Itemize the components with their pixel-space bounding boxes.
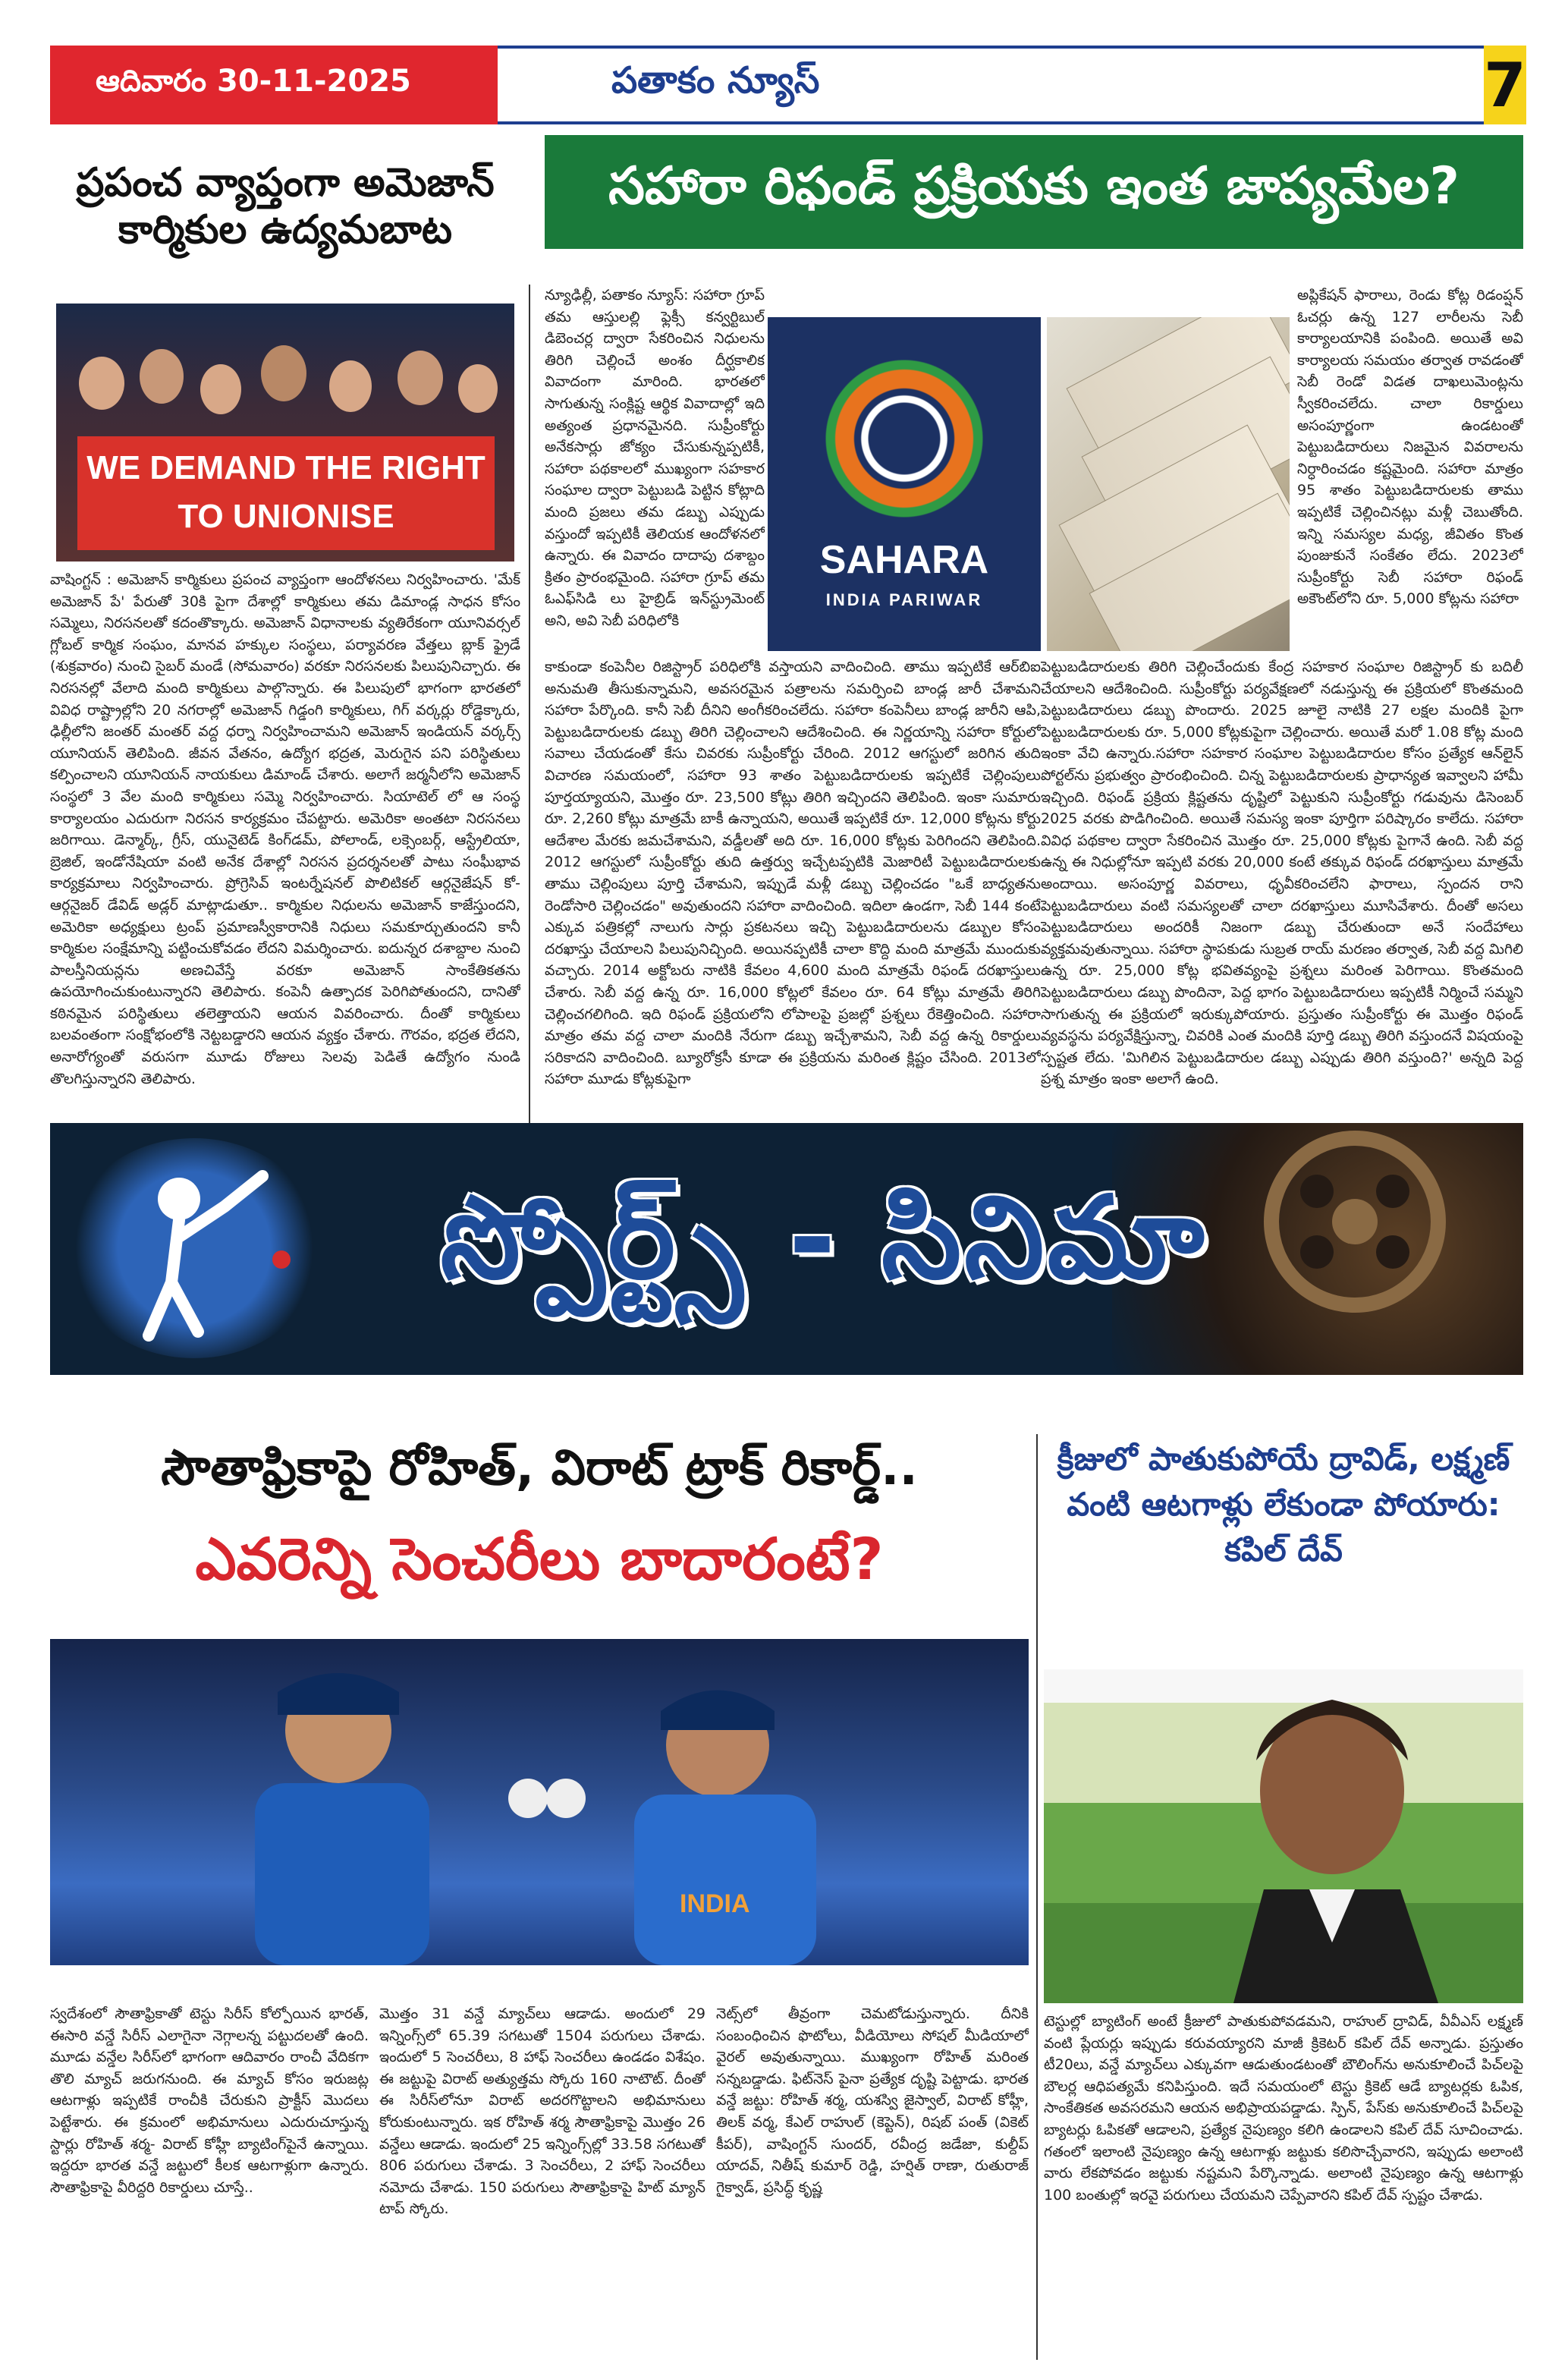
sahara-sun-icon xyxy=(821,355,988,522)
sahara-logo-subtitle: INDIA PARIWAR xyxy=(825,590,983,609)
sports-cinema-title: స్పోర్ట్స్ - సినిమా xyxy=(440,1172,1208,1304)
jersey-text: INDIA xyxy=(680,1889,750,1918)
rohit-virat-photo xyxy=(50,1639,1029,1965)
rohit-virat-column-1: స్వదేశంలో సౌతాఫ్రికాతో టెస్టు సిరీస్ కోల్పోయిన భారత్, ఈసారి వన్డే సిరీస్ ఎలాగైనా నెగ్గాలన్న పట్టుదలతో ఉంది. మూడు వన్డేల సిరీస్‌లో భాగంగా ఆదివారం రాంచీ వేదికగా తొలి మ్యాచ్ జరుగనుంది. ఈ మ్యాచ్ కోసం ఇరుజట్ల ఆటగాళ్లు ఇప్పటికే రాంచీకి చేరుకుని ప్రాక్టీస్ మొదలు పెట్టేశారు. ఈ క్రమంలో అభిమానులు ఎదురుచూస్తున్న స్టార్లు రోహిత్ శర్మ- విరాట్ కోహ్లీ బ్యాటింగ్‌పైనే ఉన్నాయి. ఇద్దరూ భారత వన్డే జట్టులో కీలక ఆటగాళ్లుగా ఉన్నారు. సౌతాఫ్రికాపై వీరిద్దరి రికార్డులు చూస్తే.. xyxy=(50,2005,369,2196)
currency-notes-photo xyxy=(1047,317,1290,651)
date-bar: ఆదివారం 30-11-2025 xyxy=(50,46,498,124)
rohit-virat-column-2: మొత్తం 31 వన్డే మ్యాచ్‌లు ఆడాడు. అందులో 29 ఇన్నింగ్స్‌లో 65.39 సగటుతో 1504 పరుగులు చేశాడు. ఇందులో 5 సెంచరీలు, 8 హాఫ్ సెంచరీలు ఉండడం విశేషం. ఈ జట్టుపై విరాట్ అత్యుత్తమ స్కోరు 160 నాటౌట్. దీంతో ఈ సిరీస్‌లోనూ విరాట్ అదరగొట్టాలని అభిమానులు కోరుకుంటున్నారు. ఇక రోహిత్ శర్మ సౌతాఫ్రికాపై మొత్తం 26 వన్డేలు ఆడాడు. ఇందులో 25 ఇన్నింగ్స్‌ల్లో 33.58 సగటుతో 806 పరుగులు చేశాడు. 3 సెంచరీలు, 2 హాఫ్ సెంచరీలు నమోదు చేశాడు. 150 పరుగులు సౌతాఫ్రికాపై హిట్ మ్యాన్ టాప్ స్కోరు. xyxy=(379,2005,705,2218)
page-number: 7 xyxy=(1484,46,1526,124)
cricket-player-icon xyxy=(65,1138,323,1358)
sahara-logo xyxy=(768,317,1041,651)
sahara-headline: సహారా రిఫండ్ ప్రక్రియకు ఇంత జాప్యమేల? xyxy=(545,135,1523,249)
amazon-article-body: వాషింగ్టన్ : అమెజాన్ కార్మికులు ప్రపంచ వ్యాప్తంగా ఆందోళనలు నిర్వహించారు. 'మేక్ అమెజాన్ పే' పేరుతో 30కి పైగా దేశాల్లో కార్మికులు తమ డిమాండ్ల సాధన కోసం సమ్మెలు, నిరసనలతో కదంతొక్కారు. అమెజాన్ విధానాలకు వ్యతిరేకంగా యూనివర్సల్ గ్లోబల్ కార్మిక సంఘం, మానవ హక్కుల సంస్థలు, పర్యావరణ వేత్తలు బ్లాక్ ఫ్రైడే (శుక్రవారం) నుంచి సైబర్ మండే (సోమవారం) వరకూ నిరసనలకు పిలుపునిచ్చారు. ఈ నిరసనల్లో వేలాది మంది కార్మికులు పాల్గొన్నారు. ఈ పిలుపులో భాగంగా భారతలో వివిధ రాష్ట్రాల్లోని 20 నగరాల్లో అమెజాన్ గిడ్డంగి కార్మికులు, గిగ్ వర్కర్లు రోడ్డెక్కారు, ఢిల్లీలోని జంతర్ మంతర్ వద్ద ధర్నా నిర్వహించామని అమెజాన్ ఇండియన్ వర్కర్స్ యూనియన్ తెలిపింది. జీవన వేతనం, ఉద్యోగ భద్రత, మెరుగైన పని పరిస్థితులు కల్పించాలని యూనియన్ నాయకులు డిమాండ్ చేశారు. అలాగే జర్మనీలోని అమెజాన్ సంస్థలో 3 వేల మంది కార్మికులు సమ్మె నిర్వహించారు. సియాటెల్ లో ఆ సంస్థ కార్యాలయం ఎదురుగా నిరసన కార్యక్రమం చేపట్టారు. అమెరికా అంతటా నిరసనలు జరిగాయి. డెన్మార్క్, గ్రీస్, యునైటెడ్ కింగ్‌డమ్, పోలాండ్, లక్సెంబర్గ్, ఆస్ట్రేలియా, బ్రెజిల్, ఇండోనేషియా వంటి అనేక దేశాల్లో నిరసన ప్రదర్శనలతో పాటు సంఘీభావ కార్యక్రమాలు నిర్వహించారు. ప్రోగ్రెసివ్ ఇంటర్నేషనల్ పొలిటికల్ ఆర్గనైజేషన్ కో-ఆర్గనైజర్ డేవిడ్ అడ్లర్ మాట్లాడుతూ.. కార్మికుల నిధులను అమెజాన్ కాజేస్తుందని, అమెరికా అధ్యక్షులు ట్రంప్ ప్రమాణస్వీకారానికి నిధులు సమకూర్చుతుందని కానీ కార్మికుల సంక్షేమాన్ని పట్టించుకోవడం లేదని విమర్శించారు. ఐదున్నర దశాబ్దాల నుంచి పాలస్తీనియన్లను అణచివేస్తే వరకూ అమెజాన్ సాంకేతికతను ఉపయోగించుకుంటున్నారని తెలిపారు. కంపెనీ ఉత్పాదక పెరిగిపోతుందని, దానితో కఠినమైన పరిస్థితులు తలెత్తాయని ఆయన వివరించారు. దీంతో కార్మికులు బలవంతంగా సంక్షోభంలోకి నెట్టబడ్డారని ఆయన వ్యక్తం చేశారు. గౌరవం, భద్రత లేదని, అనారోగ్యంతో వరుసగా మూడు రోజులు సెలవు పెడితే ఉద్యోగం నుండి తొలగిస్తున్నారని తెలిపారు. xyxy=(50,571,520,1087)
amazon-headline: ప్రపంచ వ్యాప్తంగా అమెజాన్ కార్మికుల ఉద్యమబాట xyxy=(76,160,495,253)
kapil-dev-article-body: టెస్టుల్లో బ్యాటింగ్ అంటే క్రీజులో పాతుకుపోవడమని, రాహుల్ ద్రావిడ్, వీవీఎస్ లక్ష్మణ్ వంటి ప్లేయర్లు ఇప్పుడు కరువయ్యారని మాజీ క్రికెటర్ కపిల్ దేవ్ అన్నాడు. ప్రస్తుతం టీ20లు, వన్డే మ్యాచ్‌లు ఎక్కువగా ఆడుతుండటంతో బౌలింగ్‌ను అనుకూలించే పిచ్‌లపై బౌలర్ల ఆధిపత్యమే కనిపిస్తుంది. ఇదే సమయంలో టెస్టు క్రికెట్ ఆడే బ్యాటర్లకు ఓపిక, సాంకేతికత అవసరమని ఆయన అభిప్రాయపడ్డాడు. స్పిన్, పేస్‌కు అనుకూలించే పిచ్‌లపై బ్యాటర్లు ఓపికతో ఆడాలని, ప్రత్యేక నైపుణ్యం కలిగి ఉండాలని కపిల్ దేవ్ సూచించాడు. గతంలో ఇలాంటి నైపుణ్యం ఉన్న ఆటగాళ్లు జట్టుకు కలిసొచ్చేవారని, ఇప్పుడు అలాంటి వారు లేకపోవడం జట్టుకు నష్టమని పేర్కొన్నాడు. అలాంటి నైపుణ్యం ఉన్న ఆటగాళ్లు 100 బంతుల్లో ఇరవై పరుగులు చేయమని చెప్పేవారని కపిల్ దేవ్ స్పష్టం చేశాడు. xyxy=(1044,2013,1523,2204)
rohit-virat-column-3: నెట్స్‌లో తీవ్రంగా చెమటోడుస్తున్నారు. దీనికి సంబంధించిన ఫొటోలు, వీడియోలు సోషల్ మీడియాలో వైరల్ అవుతున్నాయి. ముఖ్యంగా రోహిత్ మరింత సన్నబడ్డాడు. ఫిట్‌నెస్ పైనా ప్రత్యేక దృష్టి పెట్టాడు. భారత వన్డే జట్టు: రోహిత్ శర్మ, యశస్వి జైస్వాల్, విరాట్ కోహ్లీ, తిలక్ వర్మ, కేఎల్ రాహుల్ (కెప్టెన్), రిషబ్ పంత్ (వికెట్ కీపర్), వాషింగ్టన్ సుందర్, రవీంద్ర జడేజా, కుల్దీప్ యాదవ్, నితీష్ కుమార్ రెడ్డి, హర్షిత్ రాణా, రుతురాజ్ గైక్వాడ్, ప్రసిద్ధ్ కృష్ణ xyxy=(716,2005,1029,2196)
rohit-virat-headline: సౌతాఫ్రికాపై రోహిత్, విరాట్ ట్రాక్ రికార్డ్.. xyxy=(161,1440,918,1496)
sahara-column-1: న్యూఢిల్లీ, పతాకం న్యూస్: సహారా గ్రూప్ తమ ఆస్తులల్లి ఫ్లెక్సీ కన్వర్టిబుల్ డిబెంచర్ల ద్వారా సేకరించిన నిధులను తిరిగి చెల్లించే అంశం దీర్ఘకాలిక వివాదంగా మారింది. భారతలో సాగుతున్న సంక్లిష్ట ఆర్థిక వివాదాల్లో ఇది అత్యంత ప్రధానమైనది. సుప్రీంకోర్టు అనేకసార్లు జోక్యం చేసుకున్నప్పటికీ, సహారా పథకాలలో ముఖ్యంగా సహకార సంఘాల ద్వారా పెట్టుబడి పెట్టిన కోట్లాది మంది ప్రజలు తమ డబ్బు ఎప్పుడు వస్తుందో ఇప్పటికీ తెలియక ఆందోళనలో ఉన్నారు. ఈ వివాదం దాదాపు దశాబ్దం క్రితం ప్రారంభమైంది. సహారా గ్రూప్ తమ ఓఎఫ్‌సిడి లు హైబ్రిడ్ ఇన్‌స్ట్రుమెంట్ అని, అవి సెబీ పరిధిలోకి xyxy=(545,287,765,629)
amazon-protest-photo xyxy=(56,304,514,562)
column-divider xyxy=(1036,1434,1038,2360)
sports-cinema-banner xyxy=(50,1123,1523,1375)
sahara-logo-word: SAHARA xyxy=(819,538,989,582)
kapil-dev-headline: క్రీజులో పాతుకుపోయే ద్రావిడ్, లక్ష్మణ్ వంటి ఆటగాళ్లు లేకుండా పోయారు: కపిల్ దేవ్ xyxy=(1057,1440,1510,1568)
kapil-dev-photo xyxy=(1044,1669,1523,2003)
paper-name: పతాకం న్యూస్ xyxy=(498,46,1484,124)
protest-banner: WE DEMAND THE RIGHT TO UNIONISE xyxy=(77,436,495,550)
sahara-column-2: కాకుండా కంపెనీల రిజిస్ట్రార్ పరిధిలోకి వస్తాయని వాదించింది. తాము ఇప్పటికే ఆర్‌బిఐ అనుమతి తీసుకున్నామని, అవసరమైన పత్రాలను సమర్పించి బాండ్ల జారీ చేశామని సహారా పేర్కొంది. కానీ సెబీ దీనిని అంగీకరించలేదు. సహారా కంపెనీలు బాండ్ల జారీని ఆపి, పెట్టుబడిదారులకు డబ్బు తిరిగి చెల్లించాలని ఆదేశించింది. ఈ నిర్ణయాన్ని సహారా కోర్టులో సవాలు చేయడంతో కేసు చివరకు సుప్రీంకోర్టు చేరింది. 2012 ఆగస్టులో జరిగిన తుది విచారణ సమయంలో, సహారా 93 శాతం పెట్టుబడిదారులకు ఇప్పటికే చెల్లింపులు పూర్తయ్యాయని, మొత్తం రూ. 23,500 కోట్లు తిరిగి ఇచ్చిందని తెలిపింది. ఇంకా సుమారు రూ. 2,260 కోట్లు మాత్రమే బాకీ ఉన్నాయని, అయితే ఇప్పటికే రూ. 12,000 కోట్లను కోర్టు ఆదేశాల మేరకు జమచేశామని, వడ్డీలతో అది రూ. 16,000 కోట్లకు పెరిగిందని తెలిపింది. 2012 ఆగస్టులో సుప్రీంకోర్టు తుది ఉత్తర్వు ఇచ్చేటప్పటికి మెజారిటీ పెట్టుబడిదారులకు తాము చెల్లింపులు పూర్తి చేశామని, ఇప్పుడే మళ్లీ డబ్బు చెల్లించడం "ఒకే బాధ్యతను రెండోసారి చెల్లించడం" అవుతుందని సహారా వాదించింది. ఇదిలా ఉండగా, సెబీ 144 కంటే ఎక్కువ పత్రికల్లో నాలుగు సార్లు ప్రకటనలు ఇచ్చి పెట్టుబడిదారులను డబ్బుల కోసం దరఖాస్తు చేయాలని పిలుపునిచ్చింది. అయినప్పటికీ చాలా కొద్ది మంది మాత్రమే ముందుకు వచ్చారు. 2014 అక్టోబరు నాటికి కేవలం 4,600 మంది మాత్రమే రిఫండ్ దరఖాస్తులు చేశారు. సెబీ వద్ద ఉన్న రూ. 16,000 కోట్లలో కేవలం రూ. 64 కోట్లు మాత్రమే తిరిగి చెల్లించగలిగింది. ఇది రిఫండ్ ప్రక్రియలోని లోపాలపై ప్రజల్లో ప్రశ్నలు రేకెత్తించింది. సహారా మాత్రం తమ వద్ద చాలా మందికి నేరుగా డబ్బు ఇచ్చేశామని, సెబీ వద్ద ఉన్న రికార్డులు సరికాదని వాదించింది. బ్యూరోక్రసీ కూడా ఈ ప్రక్రియను మరింత క్లిష్టం చేసింది. 2013లో సహారా మూడు కోట్లకుపైగా xyxy=(545,659,1041,1088)
column-divider xyxy=(529,285,530,1127)
sahara-column-4: పెట్టుబడిదారులకు తిరిగి చెల్లించేందుకు కేంద్ర సహకార సంఘాల రిజిస్ట్రార్ కు బదిలీ చేయాలని ఆదేశించింది. సుప్రీంకోర్టు పర్యవేక్షణలో నడుస్తున్న ఈ ప్రక్రియలో కొంతమంది పెట్టుబడిదారులు డబ్బు పొందారు. 2025 జూలై నాటికి 27 లక్షల మందికి పైగా పెట్టుబడిదారులకు రూ. 5,000 కోట్లకుపైగా చెల్లించారు. అయితే మరో 1.08 కోట్ల మంది ఇంకా వేచి ఉన్నారు.సహారా సహకార సంఘాల పెట్టుబడిదారుల కోసం ప్రత్యేక ఆన్‌లైన్ పోర్టల్‌ను ప్రభుత్వం ప్రారంభించింది. చిన్న పెట్టుబడిదారులకు ప్రాధాన్యత ఇవ్వాలని హామీ ఇచ్చింది. రిఫండ్ ప్రక్రియ క్లిష్టతను దృష్టిలో పెట్టుకుని సుప్రీంకోర్టు గడువును డిసెంబర్ 2025 వరకు పొడిగించింది. అయితే సమస్య ఇంకా పూర్తిగా పరిష్కారం కాలేదు. సహారా వివిధ పథకాల ద్వారా సేకరించిన మొత్తం రూ. 25,000 కోట్లకు పైగానే ఉంది. సెబీ వద్ద ఉన్న ఈ నిధుల్లోనూ ఇప్పటి వరకు 20,000 కంటే తక్కువ రిఫండ్ దరఖాస్తులు మాత్రమే అందాయి. అసంపూర్ణ వివరాలు, ధృవీకరించలేని ఫారాలు, స్పందన రాని పెట్టుబడిదారులు వంటి సమస్యలతో చాలా దరఖాస్తులు మూసివేశారు. దీంతో అసలు పెట్టుబడిదారులు అందరికీ నిజంగా డబ్బు చేరుతుందా అనే సందేహాలు వ్యక్తమవుతున్నాయి. సహారా స్థాపకుడు సుబ్రత రాయ్ మరణం తర్వాత, సెబీ వద్ద మిగిలి ఉన్న రూ. 25,000 కోట్ల భవితవ్యంపై ప్రశ్నలు మరింత పెరిగాయి. కొంతమంది పెట్టుబడిదారులు డబ్బు పొందినా, పెద్ద భాగం పెట్టుబడిదారులు ఇప్పటికీ నిర్మించే సమ్మని సాగుతున్న ఈ ప్రక్రియలో ఇరుక్కుపోయారు. ప్రస్తుతం సుప్రీంకోర్టు ఈ మొత్తం రిఫండ్ వ్యవస్థను పర్యవేక్షిస్తున్నా, చివరికి ఎంత మందికి పూర్తి డబ్బు తిరిగి వస్తుందనే విషయంపై స్పష్టత లేదు. 'మిగిలిన పెట్టుబడిదారుల డబ్బు ఎప్పుడు తిరిగి వస్తుంది?' అన్నది పెద్ద ప్రశ్న మాత్రం ఇంకా అలాగే ఉంది. xyxy=(1041,659,1523,1088)
rohit-virat-subheadline: ఎవరెన్ని సెంచరీలు బాదారంటే? xyxy=(195,1525,884,1593)
sahara-column-3: అప్లికేషన్ ఫారాలు, రెండు కోట్ల రిడంప్షన్ ఓచర్లు ఉన్న 127 లారీలను సెబీ కార్యాలయానికి పంపింది. అయితే అవి కార్యాలయ సమయం తర్వాత రావడంతో సెబీ రెండో విడత దాఖలుమెంట్లను స్వీకరించలేదు. చాలా రికార్డులు అసంపూర్ణంగా ఉండటంతో పెట్టుబడిదారులు నిజమైన వివరాలను నిర్ధారించడం కష్టమైంది. సహారా మాత్రం 95 శాతం పెట్టుబడిదారులకు తాము ఇప్పటికే చెల్లించినట్లు మళ్లీ చెబుతోంది. ఇన్ని సమస్యల మధ్య, జీవితం కొంత పుంజుకునే సంకేతం లేదు. 2023లో సుప్రీంకోర్టు సెబీ సహారా రిఫండ్ అకౌంట్‌లోని రూ. 5,000 కోట్లను సహారా xyxy=(1297,287,1523,608)
